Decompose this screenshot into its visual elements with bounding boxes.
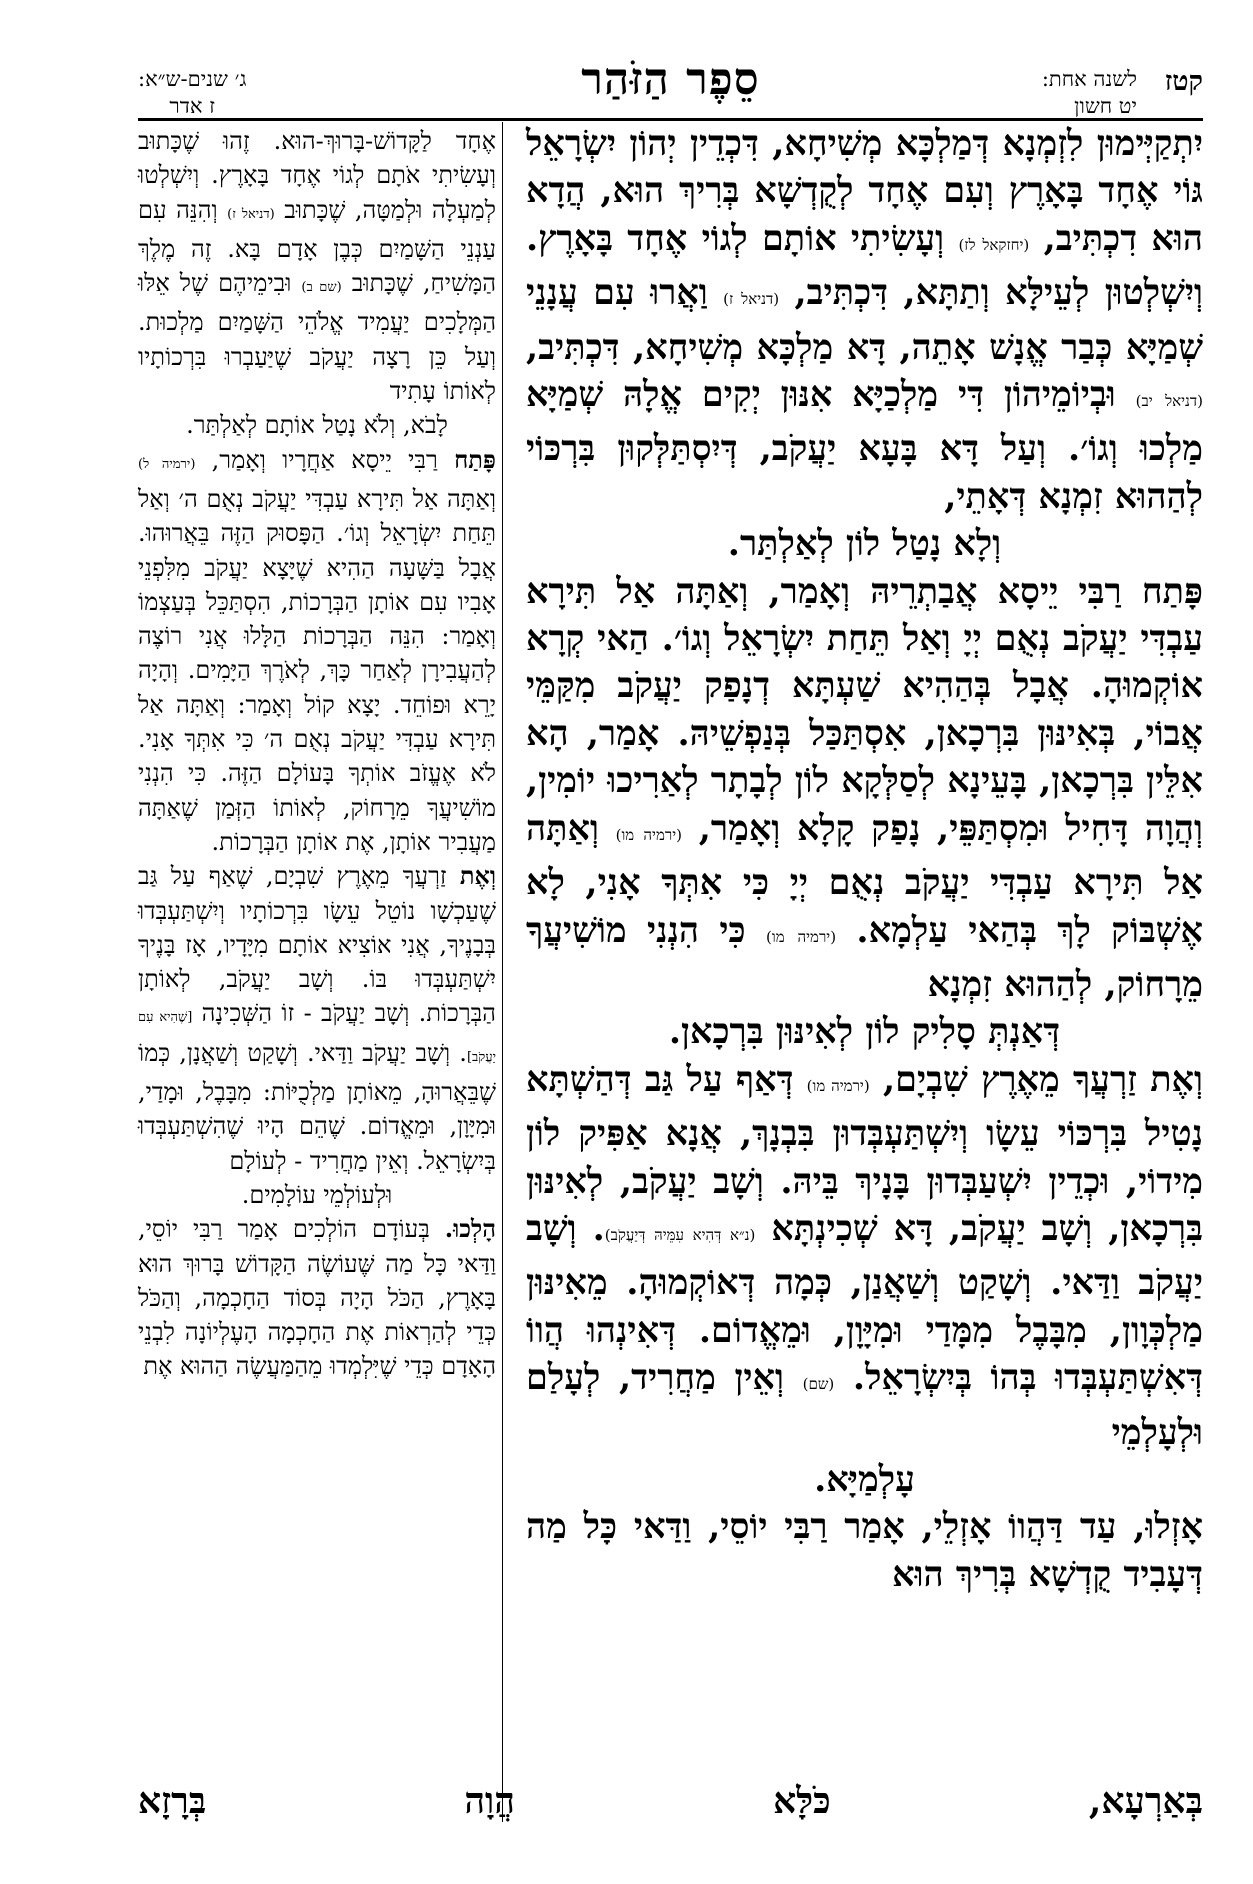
page-title: סֵפֶר הַזֹּהַר	[581, 54, 760, 105]
main-text-segment: זַרְעֲךָ מֵאֶרֶץ שִׁבְיָם,	[882, 1058, 1137, 1100]
main-paragraph-end: עָלְמַיָּא.	[814, 1458, 915, 1500]
translation-paragraph	[138, 1212, 496, 1383]
translation-paragraph	[138, 443, 496, 860]
source-reference: (דניאל יב)	[1135, 392, 1203, 411]
main-text-segment: עַד דַּהֲווֹ אָזְלֵי, אָמַר רַבִּי יוֹסֵי, וַדַּאי כָּל מַה דְּעָבִיד קֻדְשָׁא בְּרִיךְ הוּא	[526, 1506, 1203, 1595]
main-text-segment: וְאַתָּה אַל תִּירָא עַבְדִּי יַעֲקֹב נְאֻם יְיָ כִּי אִתְּךָ אָנִי, לָא אֶשְׁבּוֹק לָךְ בְּהַאי עַלְמָא.	[526, 807, 1203, 951]
main-text-segment: . וְשָׁב יַעֲקֹב וַדַּאי. וְשָׁקַט וְשַׁאֲנַן, כְּמָה דְּאוֹקְמוּהָ. מֵאִינּוּן מַלְכְּוָון, מִבָּבֶל מִמָּדַי וּמִיָּוָן, וּמֵאֱדוֹם. דְּאִינְהוּ הֲווֹ דְּאִשְׁתַּעְבְּדוּ בְּהוֹ בְּיִשְׂרָאֵל.	[526, 1207, 1203, 1399]
source-reference: [שֶׁהִיא עִם יַעֲקֹב]	[138, 1010, 496, 1065]
continuation-text: בְּאַרְעָא, כֹּלָּא הֲוָה בְּרָזָא	[138, 1780, 1203, 1822]
main-text-segment: וְאֵין מַחֲרִיד, לְעָלַם וּלְעָלְמֵי	[526, 1357, 1203, 1453]
source-reference: (שם)	[802, 1375, 835, 1394]
translation-segment: וְהִנֵּה עִם עַנְנֵי הַשָּׁמַיִם כְּבֶן אָדָם בָּא. זֶה מֶלֶךְ הַמָּשִׁיחַ, שֶׁכָּתוּב	[138, 195, 497, 298]
translation-paragraph	[138, 124, 496, 408]
paragraph-opening-word: וְאֶת	[459, 861, 496, 891]
continuation-line	[138, 1780, 1203, 1822]
main-text-segment: וּבְיוֹמֵיהוֹן דִּי מַלְכַיָּא אִנּוּן יְקִים אֱלָהּ שְׁמַיָּא מַלְכוּ וְגוֹ׳. וְעַל דָּא בָּעָא יַעֲקֹב, דְּיִסְתַּלְּקוּן בִּרְכּוֹי לְהַהוּא זִמְנָא דְּאָתֵי,	[526, 374, 1203, 517]
translation-paragraph-end: וּלְעוֹלְמֵי עוֹלָמִים.	[241, 1180, 393, 1209]
main-paragraph	[526, 1056, 1203, 1456]
main-paragraph	[526, 568, 1203, 1009]
source-reference: (דניאל ז)	[723, 290, 780, 309]
translation-segment: וְאַתָּה אַל תִּירָא עַבְדִּי יַעֲקֹב נְאֻם ה׳ וְאַל תֵּחַת יִשְׂרָאֵל וְגוֹ׳. הַפָּסוּק הַזֶּה בֵּאֲרוּהוּ. אֲבָל בַּשָּׁעָה הַהִיא שֶׁיָּצָא יַעֲקֹב מִלִּפְנֵי אָבִיו עִם אוֹתָן הַבְּרָכוֹת, הִסְתַּכֵּל בְּעַצְמוֹ וְאָמַר: הִנֵּה הַבְּרָכוֹת הַלָּלוּ אֲנִי רוֹצֶה לְהַעֲבִירָן לְאַחַר כָּךְ, לְאֹרֶךְ הַיָּמִים. וְהָיָה יָרֵא וּפוֹחֵד. יָצָא קוֹל וְאָמַר: וְאַתָּה אַל תִּירָא עַבְדִּי יַעֲקֹב נְאֻם ה׳ כִּי אִתְּךָ אָנִי. לֹא אֶעֱזֹב אוֹתְךָ בָּעוֹלָם הַזֶּה. כִּי הִנְנִי מוֹשִׁיעֲךָ מֵרָחוֹק, לְאוֹתוֹ הַזְּמַן שֶׁאַתָּה מַעֲבִיר אוֹתָן, אֶת אוֹתָן הַבְּרָכוֹת.	[138, 484, 496, 856]
main-paragraph	[526, 120, 1203, 520]
paragraph-opening-word: וְאֶת	[1150, 1058, 1203, 1100]
schedule-date-right: יט חשון	[1074, 94, 1137, 118]
main-text-segment: יִתְקַיְּימוּן לִזְמְנָא דְּמַלְכָּא מְשִׁיחָא, דִּכְדֵין יְהוֹן יִשְׂרָאֵל גּוֹי אֶחָד בָּאָרֶץ וְעִם אֶחָד לְקֻדְשָׁא בְּרִיךְ הוּא, הֲדָא הוּא דִכְתִּיב,	[526, 123, 1203, 259]
page-number: קטז	[1164, 66, 1203, 97]
main-text-segment: דְּאַף עַל גַּב	[644, 1058, 794, 1100]
page-header	[138, 48, 1203, 118]
source-reference: (יחזקאל לז)	[958, 235, 1030, 254]
source-reference: (ירמיה מו)	[615, 825, 683, 844]
translation-column	[138, 124, 496, 1384]
source-reference: (ירמיה מו)	[806, 1076, 870, 1095]
translation-segment: וּבִימֵיהֶם שֶׁל אֵלּוּ הַמְּלָכִים יַעֲמִיד אֱלֹהֵי הַשָּׁמַיִם מַלְכוּת. וְעַל כֵּן רָצָה יַעֲקֹב שֶׁיַּעַבְרוּ בִּרְכוֹתָיו לְאוֹתוֹ עָתִיד	[138, 269, 496, 406]
translation-segment: אֶחָד לַקָּדוֹשׁ-בָּרוּךְ-הוּא. זֶהוּ שֶׁכָּתוּב וְעָשִׂיתִי אֹתָם לְגוֹי אֶחָד בָּאָרֶץ. וְיִשְׁלְטוּ לְמַעְלָה וּלְמַטָּה, שֶׁכָּתוּב	[138, 127, 496, 224]
schedule-one-year: לשנה אחת:	[1041, 67, 1137, 91]
schedule-date-left: ז אדר	[169, 94, 215, 118]
source-reference: (שם ב)	[301, 280, 342, 296]
translation-paragraph-end: לָבֹא, וְלֹא נָטַל אוֹתָם לְאַלְתַּר.	[186, 411, 448, 440]
main-paragraph	[526, 1503, 1203, 1598]
main-paragraph-end: דְּאַנְתְּ סָלִיק לוֹן לְאִינּוּן בִּרְכָאן.	[668, 1011, 1061, 1053]
main-text-segment: וְעָשִׂיתִי אוֹתָם לְגוֹי אֶחָד בָּאָרֶץ. וְיִשְׁלְטוּן לְעֵילָּא וְתַתָּא, דִּכְתִּיב,	[526, 217, 1204, 314]
translation-paragraph	[138, 859, 496, 1178]
main-text-segment: דְּהַשְׁתָּא נָטִיל בִּרְכּוֹי עֵשָׂו וְיִשְׁתַּעְבְּדוּן בִּבְנָךְ, אֲנָא אַפִּיק לוֹן מִידוֹי, וּכְדֵין יִשְׁעַבְּדוּן בָּנָיךְ בֵּיהּ. וְשָׁב יַעֲקֹב, לְאִינּוּן בִּרְכָאן, וְשָׁב יַעֲקֹב, דָּא שְׁכִינְתָּא	[526, 1058, 1203, 1249]
translation-segment: זַרְעֲךָ מֵאֶרֶץ שִׁבְיָם, שֶׁאַף עַל גַּב שֶׁעַכְשָׁו נוֹטֵל עֵשָׂו בִּרְכוֹתָיו וְיִשְׁתַּעְבְּדוּ בְּבָנֶיךָ, אֲנִי אוֹצִיא אוֹתָם מִיָּדָיו, אָז בָּנֶיךָ יִשְׁתַּעְבְּדוּ בּוֹ. וְשָׁב יַעֲקֹב, לְאוֹתָן הַבְּרָכוֹת. וְשָׁב יַעֲקֹב - זוֹ הַשְּׁכִינָה	[138, 862, 496, 1028]
main-text-segment: וַאֲרוּ עִם עֲנָנֵי שְׁמַיָּא כְּבַר אֱנָשׁ אָתֵה, דָּא מַלְכָּא מְשִׁיחָא, דִּכְתִּיב,	[526, 272, 1203, 368]
schedule-three-years: ג׳ שנים-ש״א:	[138, 67, 247, 91]
source-reference: (ירמיה מו)	[766, 927, 837, 946]
column-divider	[502, 122, 503, 1822]
main-text-column	[526, 120, 1203, 1598]
source-reference: (ירמיה ל)	[138, 456, 196, 472]
reading-schedule-left	[138, 66, 246, 120]
translation-segment: רַבִּי יֵיסָא אַחֲרָיו וְאָמַר,	[211, 445, 438, 474]
paragraph-opening-word: הָלְכוּ.	[444, 1214, 496, 1244]
paragraph-opening-word: אָזְלוּ,	[1133, 1506, 1203, 1548]
paragraph-opening-word: פָּתַח	[454, 444, 496, 474]
main-text-segment: תִּירָא עַבְדִּי יַעֲקֹב נְאֻם יְיָ וְאַל תֵּחַת יִשְׂרָאֵל וְגוֹ׳. הַאי קְרָא אוֹקְמוּהָ. אֲבָל בְּהַהִיא שַׁעְתָּא דְנָפַק יַעֲקֹב מִקַּמֵּי אֲבוֹי, בְּאִינּוּן בִּרְכָאן, אִסְתַּכַּל בְּנַפְשֵׁיהּ. אָמַר, הָא אִלֵּין בִּרְכָאן, בָּעֵינָא לְסַלְּקָא לוֹן לְבָתָר לְאַרִיכוּ יוֹמִין, וְהֲוָה דָּחִיל וּמִסְתַּפֵּי, נָפַק קָלָא וְאָמַר,	[525, 570, 1204, 849]
translation-segment: בְּעוֹדָם הוֹלְכִים אָמַר רַבִּי יוֹסֵי, וַדַּאי כָּל מַה שֶּׁעוֹשֶׂה הַקָּדוֹשׁ בָּרוּךְ הוּא בָּאָרֶץ, הַכֹּל הָיָה בְּסוֹד הַחָכְמָה, וְהַכֹּל כְּדֵי לְהַרְאוֹת אֶת הַחָכְמָה הָעֶלְיוֹנָה לִבְנֵי הָאָדָם כְּדֵי שֶׁיִּלְמְדוּ מֵהַמַּעֲשֶׂה הַהוּא אֶת	[138, 1215, 496, 1381]
translation-segment: . וְשָׁב יַעֲקֹב וַדַּאי. וְשָׁקַט וְשַׁאֲנָן, כְּמוֹ שֶׁבֵּאֲרוּהָ, מֵאוֹתָן מַלְכֻיּוֹת: מִבָּבֶל, וּמָדַי, וּמִיָּוָן, וּמֵאֱדוֹם. שֶׁהֵם הָיוּ שֶׁהִשְׁתַּעְבְּדוּ בְּיִשְׂרָאֵל. וְאֵין מַחֲרִיד - לְעוֹלָם	[138, 1038, 496, 1175]
source-reference: (נ״א דְּהִיא עִמֵּיהּ דְּיַעֲקֹב)	[604, 1225, 756, 1244]
paragraph-opening-word: פָּתַח	[1141, 570, 1204, 612]
main-paragraph-end: וְלָא נָטַל לוֹן לְאַלְתַּר.	[727, 523, 1002, 565]
main-text-segment: רַבִּי יֵיסָא אֲבַתְרֵיהּ וְאָמַר, וְאַתָּה אַל	[616, 570, 1122, 612]
source-reference: (דניאל ז)	[227, 206, 275, 222]
main-text-segment: כִּי הִנְנִי מוֹשִׁיעֲךָ מֵרָחוֹק, לְהַהוּא זִמְנָא	[526, 909, 1203, 1005]
